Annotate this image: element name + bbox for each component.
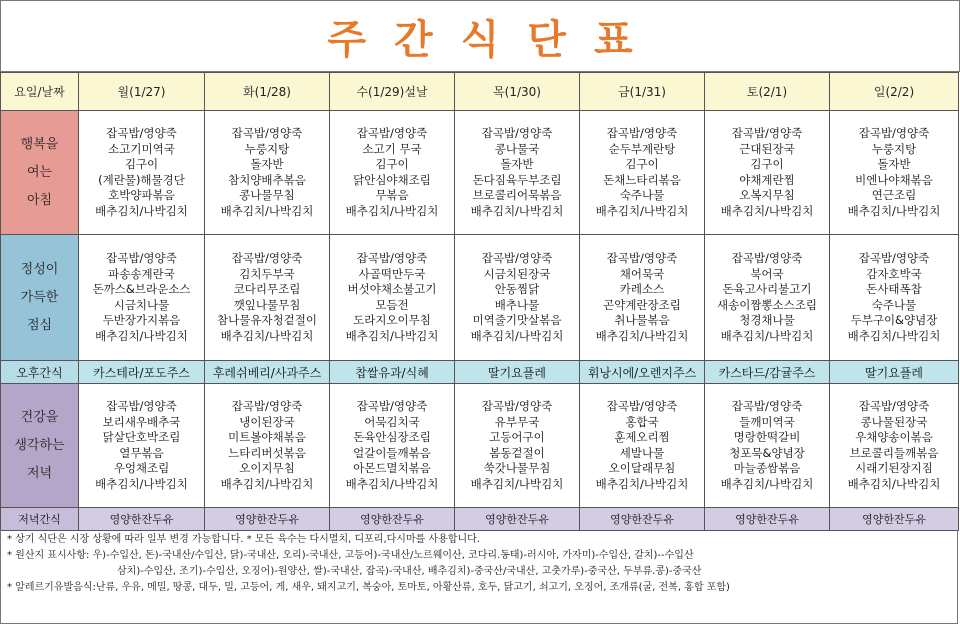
menu-item: 잡곡밥/영양죽 — [356, 399, 428, 413]
menu-item: 참나물유자청겉절이 — [217, 313, 317, 327]
lunch-day-cell — [580, 235, 705, 361]
menu-item: 김구이 — [375, 157, 409, 171]
menu-item: 잡곡밥/영양죽 — [106, 399, 177, 413]
meal-label-line: 생각하는 — [14, 437, 65, 453]
footnotes — [0, 530, 958, 624]
menu-item: 미역줄기맛살볶음 — [472, 313, 562, 327]
menu-item: 시금치된장국 — [483, 266, 551, 281]
menu-item: 냉이된장국 — [239, 414, 295, 429]
menu-item: 우채양송이볶음 — [855, 430, 933, 444]
menu-item: 배추김치/나박김치 — [847, 203, 941, 218]
evening_snack-day-cell: 영양한잔두유 — [580, 508, 705, 531]
lunch-row — [1, 235, 959, 361]
dinner-label — [1, 384, 79, 508]
afternoon_snack-day-cell: 딸기요플레 — [455, 361, 580, 384]
evening_snack-day-cell: 영양한잔두유 — [205, 508, 330, 531]
menu-item: 새송이짬뽕소스조림 — [717, 297, 817, 312]
menu-item: 콩나물된장국 — [860, 414, 928, 429]
afternoon_snack-day-cell: 찹쌀유과/식혜 — [330, 361, 455, 384]
evening_snack-day-cell: 영양한잔두유 — [705, 508, 830, 531]
menu-item: 닭안심야채조림 — [353, 172, 431, 187]
menu-item: 돌자반 — [877, 157, 911, 171]
menu-item: 취나물볶음 — [614, 313, 670, 327]
menu-item: 돈사태폭찹 — [866, 282, 922, 296]
menu-item: 김치두부국 — [239, 266, 295, 281]
dinner-day-cell — [79, 384, 205, 508]
breakfast-label — [1, 111, 79, 235]
menu-item: 돈까스&브라운소스 — [92, 282, 191, 296]
menu-item: 배추김치/나박김치 — [595, 328, 689, 343]
menu-item: 근대된장국 — [739, 141, 795, 156]
meal-label-line: 행복을 — [20, 136, 59, 152]
menu-item: 잡곡밥/영양죽 — [481, 251, 553, 265]
menu-item: 비엔나야채볶음 — [855, 172, 933, 187]
page-title: 주간식단표 — [327, 16, 661, 63]
menu-item: 청경채나물 — [739, 313, 795, 327]
dinner-day-cell — [455, 384, 580, 508]
afternoon_snack-day-cell: 카스타드/감귤주스 — [705, 361, 830, 384]
menu-item: 잡곡밥/영양죽 — [731, 251, 803, 265]
menu-item: 순두부계란탕 — [608, 141, 676, 156]
menu-item: 배추김치/나박김치 — [345, 328, 439, 343]
dinner-row — [1, 384, 959, 508]
menu-item: 유부무국 — [494, 414, 540, 429]
menu-item: 김구이 — [625, 157, 659, 171]
menu-item: 무볶음 — [375, 188, 409, 202]
lunch-day-cell — [455, 235, 580, 361]
breakfast-row — [1, 111, 959, 235]
header-row — [1, 73, 959, 111]
meal-label-line: 아침 — [26, 192, 53, 208]
menu-item: 배추김치/나박김치 — [847, 328, 941, 343]
meal-label-line: 점심 — [26, 317, 53, 333]
evening_snack-day-cell: 영양한잔두유 — [455, 508, 580, 531]
menu-item: 쑥갓나물무침 — [483, 461, 551, 475]
menu-item: 숙주나물 — [619, 188, 665, 202]
menu-item: 잡곡밥/영양죽 — [106, 251, 177, 265]
menu-item: 참치양배추볶음 — [228, 172, 306, 187]
menu-item: 청포묵&양념장 — [729, 445, 805, 460]
header-day: 화(1/28) — [205, 73, 330, 111]
lunch-day-cell — [330, 235, 455, 361]
menu-item: 우엉채조림 — [113, 461, 170, 475]
afternoon_snack-day-cell: 후레쉬베리/사과주스 — [205, 361, 330, 384]
menu-item: 닭살단호박조림 — [102, 430, 181, 444]
menu-item: 배추김치/나박김치 — [470, 476, 564, 491]
menu-item: 아몬드멸치볶음 — [353, 461, 431, 475]
menu-item: 시금치나물 — [113, 297, 170, 312]
menu-item: 어묵김치국 — [364, 414, 420, 429]
footnote-line: * 원산지 표시사항: 우)-수입산, 돈)-국내산/수입산, 닭)-국내산, 오리)-국내산, 고등어)-국내산/노르웨이산, 코다리.동태)-러시아, 가자미)-수입산, 갈치)--수입산 — [7, 550, 694, 561]
menu-item: 오이달래무침 — [608, 461, 676, 475]
header-day: 일(2/2) — [830, 73, 959, 111]
menu-item: 배추김치/나박김치 — [847, 476, 941, 491]
menu-item: 배추김치/나박김치 — [95, 476, 188, 491]
lunch-day-cell — [205, 235, 330, 361]
menu-item: 브로콜리들깨볶음 — [849, 445, 939, 460]
menu-item: 배추김치/나박김치 — [470, 203, 564, 218]
menu-item: 열무볶음 — [119, 445, 164, 460]
menu-item: 배추김치/나박김치 — [345, 476, 439, 491]
header-day: 목(1/30) — [455, 73, 580, 111]
menu-item: 시래기된장지짐 — [855, 461, 933, 475]
meal-label-line: 정성이 — [20, 261, 59, 277]
menu-item: 연근조림 — [871, 188, 917, 202]
menu-item: 배추김치/나박김치 — [720, 476, 814, 491]
menu-item: 잡곡밥/영양죽 — [731, 399, 803, 413]
menu-item: 잡곡밥/영양죽 — [606, 399, 678, 413]
menu-item: 훈제오리찜 — [614, 430, 670, 444]
breakfast-day-cell — [580, 111, 705, 235]
meal-label-line: 가득한 — [20, 289, 59, 305]
menu-item: 사골떡만두국 — [358, 266, 426, 281]
menu-item: 카레소스 — [619, 282, 665, 296]
menu-item: 오복지무침 — [739, 188, 795, 202]
menu-item: 소고기 무국 — [362, 141, 422, 156]
breakfast-day-cell — [705, 111, 830, 235]
menu-item: 배추김치/나박김치 — [220, 476, 314, 491]
menu-item: 누룽지탕 — [244, 141, 290, 156]
menu-item: 세발나물 — [619, 445, 665, 460]
title-bar — [0, 0, 960, 72]
footnote-line: 삼치)-수입산, 조기)-수입산, 오징어)-원양산, 쌀)-국내산, 잡곡)-국내산, 배추김치)-중국산/국내산, 고춧가루)-중국산, 두부류.콩)-중국산 — [117, 566, 702, 577]
menu-item: 잡곡밥/영양죽 — [106, 126, 177, 140]
menu-item: 보리새우배추국 — [102, 414, 181, 429]
weekly-menu-table — [0, 72, 959, 531]
afternoon_snack-label: 오후간식 — [1, 361, 79, 384]
breakfast-day-cell — [830, 111, 959, 235]
menu-item: 잡곡밥/영양죽 — [481, 126, 553, 140]
menu-item: 모듬전 — [375, 297, 409, 312]
dinner-day-cell — [580, 384, 705, 508]
breakfast-day-cell — [205, 111, 330, 235]
menu-item: 명랑한떡갈비 — [733, 430, 801, 444]
menu-item: 두부구이&양념장 — [850, 313, 938, 327]
menu-item: 배추김치/나박김치 — [720, 328, 814, 343]
menu-item: 잡곡밥/영양죽 — [606, 126, 678, 140]
menu-item: 잡곡밥/영양죽 — [858, 126, 930, 140]
lunch-label — [1, 235, 79, 361]
menu-item: 돈다짐육두부조림 — [472, 172, 562, 187]
menu-item: 돌자반 — [500, 157, 534, 171]
menu-item: 오이지무침 — [239, 461, 295, 475]
menu-item: 채어묵국 — [619, 266, 665, 281]
evening_snack-label: 저녁간식 — [1, 508, 79, 531]
footnote-line: * 알레르기유발음식:난류, 우유, 메밀, 땅콩, 대두, 밀, 고등어, 게, 새우, 돼지고기, 복숭아, 토마토, 아황산류, 호두, 닭고기, 쇠고기, 오징어, 조개류(굴, 전복, 홍합 포함) — [7, 582, 730, 593]
menu-item: 콩나물무침 — [239, 188, 295, 202]
menu-item: 숙주나물 — [871, 297, 917, 312]
menu-item: 홍합국 — [625, 414, 659, 429]
evening_snack-day-cell: 영양한잔두유 — [79, 508, 205, 531]
menu-item: 잡곡밥/영양죽 — [858, 399, 930, 413]
menu-item: 배추김치/나박김치 — [595, 476, 689, 491]
menu-item: 배추김치/나박김치 — [470, 328, 564, 343]
header-corner: 요일/날짜 — [1, 73, 79, 111]
menu-item: 잡곡밥/영양죽 — [231, 126, 303, 140]
menu-item: 도라지오이무침 — [353, 313, 431, 327]
lunch-day-cell — [79, 235, 205, 361]
menu-item: 깻잎나물무침 — [233, 297, 301, 312]
meal-label-line: 저녁 — [26, 465, 53, 481]
menu-item: 느타리버섯볶음 — [228, 445, 306, 460]
menu-item: 김구이 — [124, 157, 159, 171]
menu-item: 들깨미역국 — [739, 414, 795, 429]
afternoon_snack-day-cell: 휘낭시에/오렌지주스 — [580, 361, 705, 384]
dinner-day-cell — [830, 384, 959, 508]
menu-item: 얼갈이들깨볶음 — [353, 445, 431, 460]
header-day: 월(1/27) — [79, 73, 205, 111]
menu-item: 돈육고사리불고기 — [722, 282, 812, 296]
breakfast-day-cell — [455, 111, 580, 235]
menu-item: 마늘종쌈볶음 — [733, 461, 801, 475]
menu-item: 배추김치/나박김치 — [95, 203, 188, 218]
menu-item: 배추김치/나박김치 — [345, 203, 439, 218]
menu-item: 배추김치/나박김치 — [720, 203, 814, 218]
meal-label-line: 건강을 — [20, 409, 59, 425]
dinner-day-cell — [705, 384, 830, 508]
afternoon-snack-row — [1, 361, 959, 384]
meal-label-line: 여는 — [26, 164, 53, 180]
menu-item: 안동찜닭 — [494, 282, 540, 296]
menu-item: 누룽지탕 — [871, 141, 917, 156]
footnote-line: * 상기 식단은 시장 상황에 따라 일부 변경 가능합니다. * 모든 육수는 다시멸치, 디포리,다시마를 사용합니다. — [7, 534, 480, 545]
menu-item: 파송송계란국 — [108, 266, 175, 281]
dinner-day-cell — [205, 384, 330, 508]
menu-item: (계란물)해물경단 — [98, 172, 185, 187]
evening_snack-day-cell: 영양한잔두유 — [830, 508, 959, 531]
menu-item: 야채계란찜 — [739, 172, 795, 187]
menu-item: 배추김치/나박김치 — [220, 328, 314, 343]
menu-item: 잡곡밥/영양죽 — [731, 126, 803, 140]
menu-item: 잡곡밥/영양죽 — [858, 251, 930, 265]
menu-item: 돌자반 — [250, 157, 284, 171]
menu-item: 잡곡밥/영양죽 — [356, 251, 428, 265]
header-day: 토(2/1) — [705, 73, 830, 111]
afternoon_snack-day-cell: 딸기요플레 — [830, 361, 959, 384]
menu-item: 잡곡밥/영양죽 — [606, 251, 678, 265]
menu-item: 고등어구이 — [489, 430, 545, 444]
dinner-day-cell — [330, 384, 455, 508]
menu-item: 두반장가지볶음 — [102, 313, 181, 327]
menu-item: 코다리무조림 — [233, 282, 301, 296]
menu-item: 미트볼야채볶음 — [228, 430, 306, 444]
menu-item: 소고기미역국 — [108, 141, 175, 156]
menu-item: 브로콜리어묵볶음 — [472, 188, 562, 202]
menu-item: 호박양파볶음 — [108, 188, 175, 202]
menu-item: 배추김치/나박김치 — [95, 328, 188, 343]
evening-snack-row — [1, 508, 959, 531]
evening_snack-day-cell: 영양한잔두유 — [330, 508, 455, 531]
header-day: 수(1/29)설날 — [330, 73, 455, 111]
menu-item: 감자호박국 — [866, 266, 922, 281]
menu-item: 김구이 — [750, 157, 784, 171]
menu-item: 잡곡밥/영양죽 — [231, 251, 303, 265]
menu-item: 돈채느타리볶음 — [603, 172, 681, 187]
menu-item: 배추나물 — [494, 297, 540, 312]
menu-item: 잡곡밥/영양죽 — [356, 126, 428, 140]
afternoon_snack-day-cell: 카스테라/포도주스 — [79, 361, 205, 384]
menu-item: 곤약계란장조림 — [603, 297, 681, 312]
menu-item: 배추김치/나박김치 — [595, 203, 689, 218]
lunch-day-cell — [830, 235, 959, 361]
menu-item: 돈육안심장조림 — [353, 430, 431, 444]
menu-item: 잡곡밥/영양죽 — [231, 399, 303, 413]
header-day: 금(1/31) — [580, 73, 705, 111]
lunch-day-cell — [705, 235, 830, 361]
breakfast-day-cell — [330, 111, 455, 235]
menu-item: 배추김치/나박김치 — [220, 203, 314, 218]
menu-item: 버섯야채소불고기 — [347, 282, 437, 296]
menu-item: 콩나물국 — [494, 141, 540, 156]
menu-item: 잡곡밥/영양죽 — [481, 399, 553, 413]
breakfast-day-cell — [79, 111, 205, 235]
menu-item: 북어국 — [750, 266, 784, 281]
menu-item: 봄동겉절이 — [489, 445, 545, 460]
